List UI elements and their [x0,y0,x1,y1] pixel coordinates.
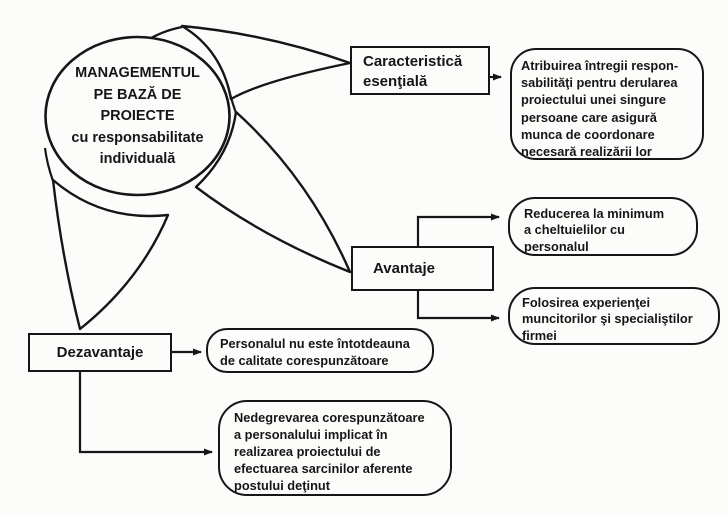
bubble-line: realizarea proiectului de [234,444,381,459]
bubble-line: sabilităţi pentru derularea [521,75,678,91]
responsibility-assignment-bubble [510,48,704,160]
advantages-box [351,246,494,291]
disadvantages-box [28,333,172,372]
arrow-disadvantages-to-workload [80,371,212,452]
experience-use-bubble [508,287,720,345]
personnel-quality-bubble [206,328,434,373]
bubble-line: muncitorilor şi specialiştilor [522,311,693,327]
bubble-line: efectuarea sarcinilor aferente [234,461,413,476]
cost-reduction-bubble [508,197,698,256]
arrow-advantages-to-reduction [418,217,499,246]
circle-line: individuală [99,151,176,167]
bubble-line: Folosirea experienţei [522,295,651,310]
circle-line: PROIECTE [100,108,175,124]
bubble-line: de calitate corespunzătoare [220,353,389,368]
box-label-line: Caracteristică [363,53,463,70]
circle-line: PE BAZĂ DE [93,86,182,103]
arrow-advantages-to-experience [418,290,499,318]
bubble-line: a personalului implicat în [234,427,388,442]
box-label: Dezavantaje [56,344,144,361]
bubble-line: munca de coordonare [521,126,655,142]
bubble-line: personalul [524,238,589,254]
central-concept-label [50,63,225,171]
bubble-line: Reducerea la minimum [524,206,665,221]
bubble-line: Nedegrevarea corespunzătoare [234,410,425,425]
bubble-line: a cheltuielilor cu [524,222,625,238]
bubble-line: postului deţinut [234,478,330,493]
bubble-line: Atribuirea întregii respon- [521,58,679,73]
essential-characteristic-box [350,46,490,95]
box-label: Avantaje [373,260,435,277]
bubble-line: firmei [522,327,557,343]
wedge-connector-to-disadvantages [53,180,168,329]
workload-relief-bubble [218,400,452,496]
bubble-line: persoane care asigură [521,109,657,125]
bubble-line: proiectului unei singure [521,92,667,108]
circle-line: cu responsabilitate [71,129,204,146]
circle-line: MANAGEMENTUL [75,65,200,81]
bubble-line: necesară realizării lor [521,144,652,160]
box-label-line: esenţială [363,73,428,90]
bubble-line: Personalul nu este întotdeauna [220,336,410,351]
